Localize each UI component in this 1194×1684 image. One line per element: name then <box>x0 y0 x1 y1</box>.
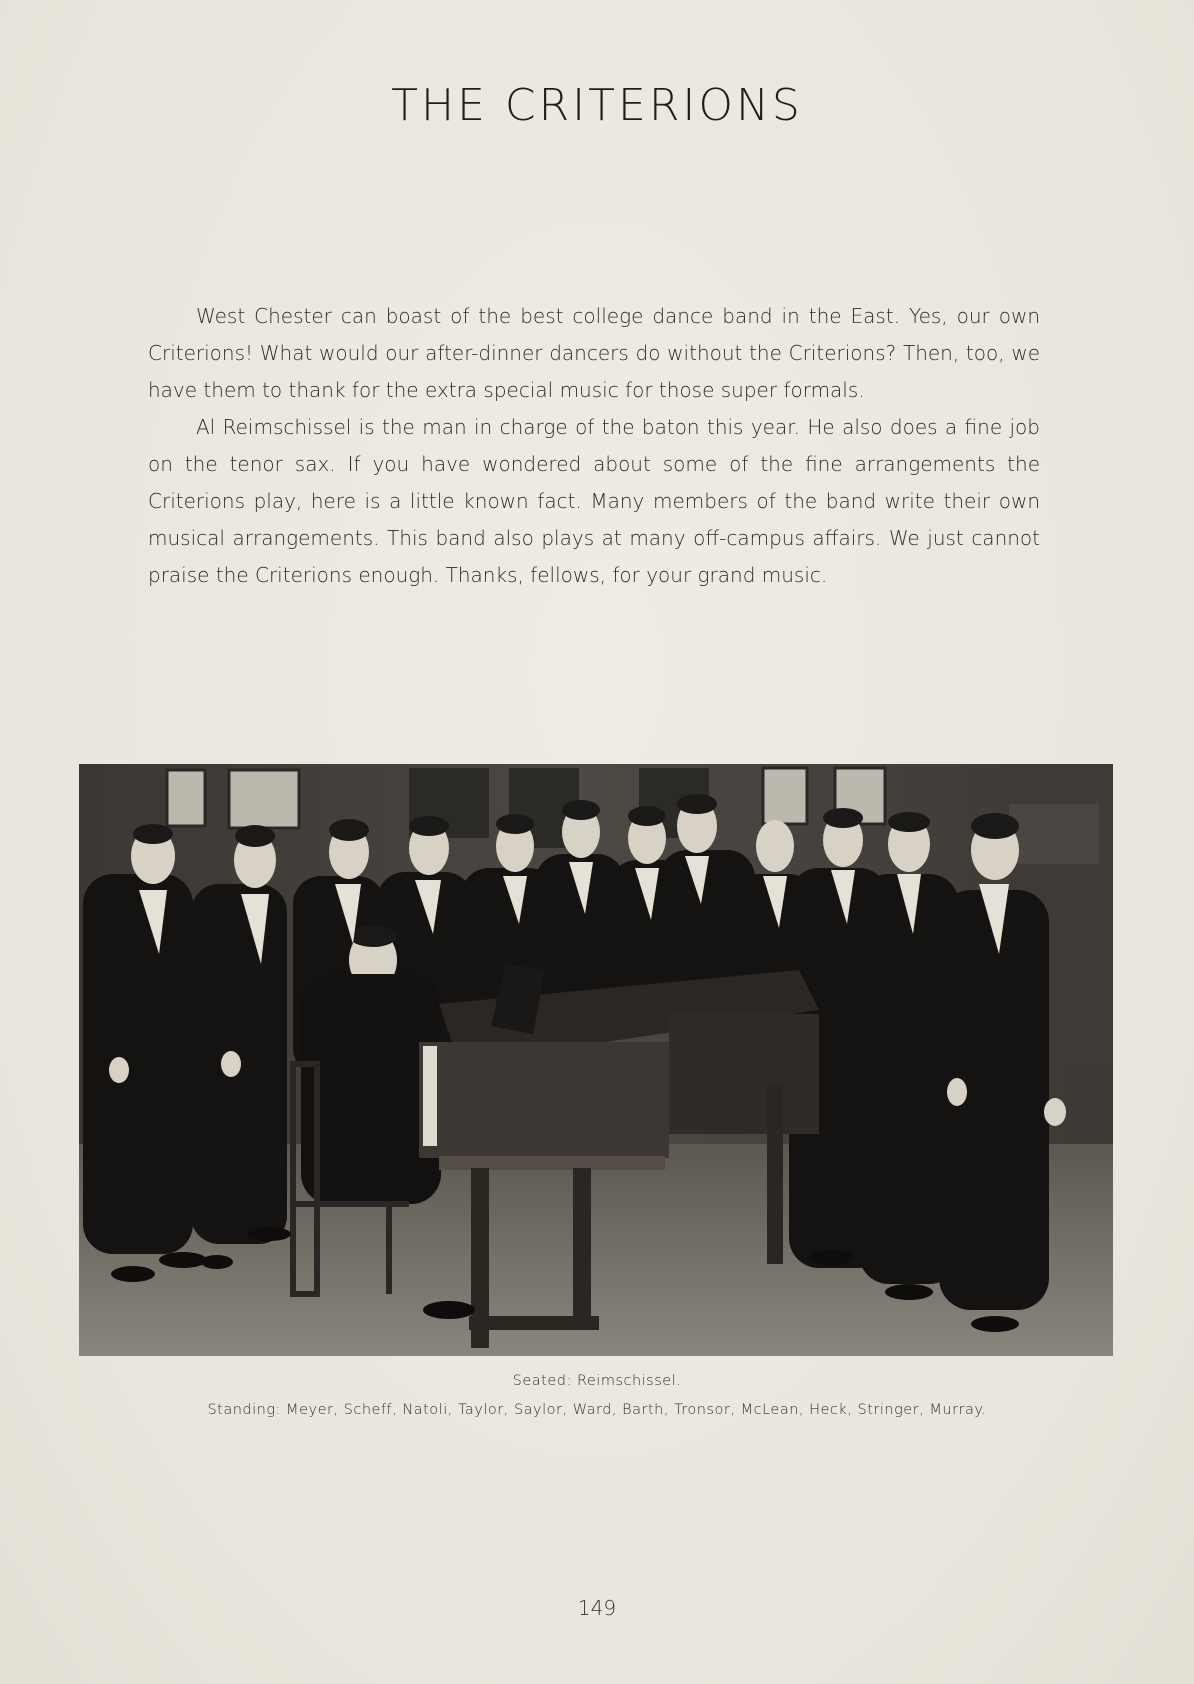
article-body <box>148 298 1040 594</box>
paragraph-1: West Chester can boast of the best college dance band in the East. Yes, our own Criterions! What would our after-dinner dancers do without the Criterions? Then, too, we have them to thank for the extra special music for those super formals. <box>148 304 1040 402</box>
page-title: THE CRITERIONS <box>391 80 803 131</box>
photo-caption-standing: Standing: Meyer, Scheff, Natoli, Taylor, Saylor, Ward, Barth, Tronsor, McLean, Heck, Stringer, Murray. <box>207 1402 987 1418</box>
band-photo-illustration <box>79 764 1113 1356</box>
paragraph-2: Al Reimschissel is the man in charge of the baton this year. He also does a fine job on the tenor sax. If you have wondered about some of the fine arrangements the Criterions play, here is a little known fact. Many members of the band write their own musical arrangements. This band also plays at many off-campus affairs. We just cannot praise the Criterions enough. Thanks, fellows, for your grand music. <box>148 415 1040 587</box>
page-number: 149 <box>577 1596 617 1620</box>
band-group-photo <box>79 764 1113 1356</box>
photo-caption-seated: Seated: Reimschissel. <box>512 1373 682 1389</box>
